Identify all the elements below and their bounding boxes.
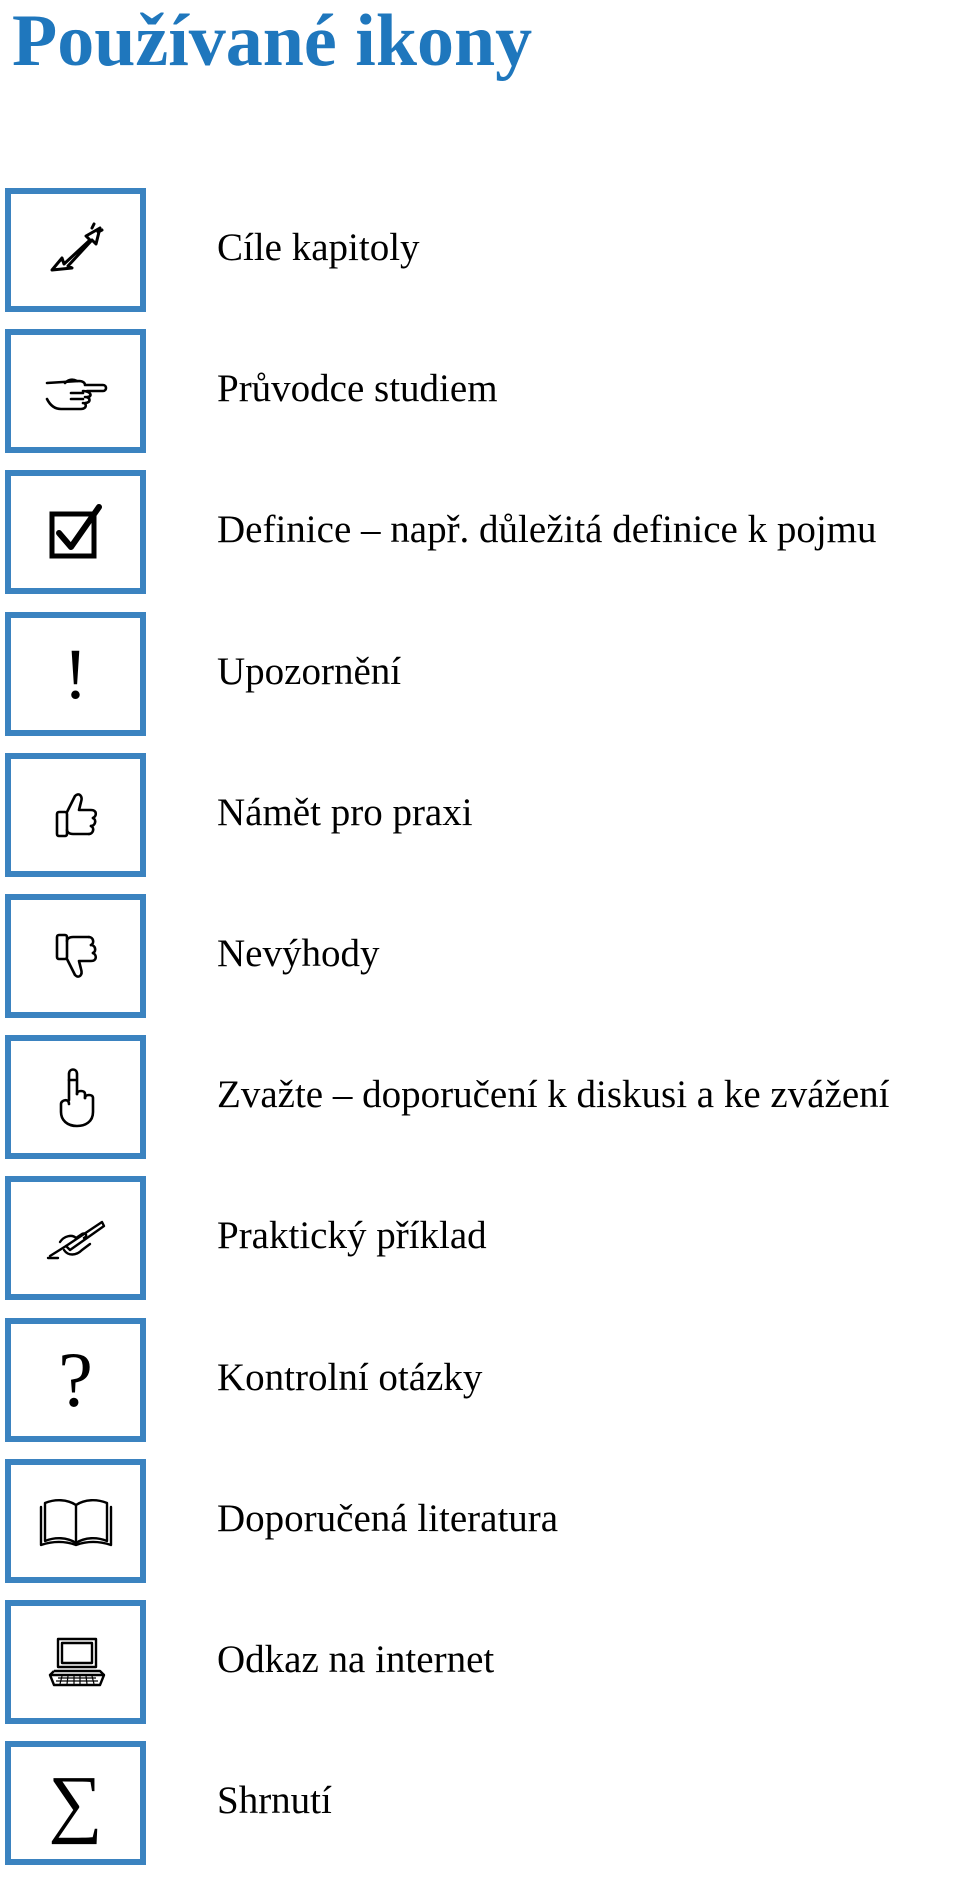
legend-label: Praktický příklad: [217, 1214, 487, 1258]
writing-hand-icon: [46, 1216, 106, 1260]
legend-label: Nevýhody: [217, 931, 380, 975]
page-title: Používané ikony: [12, 0, 533, 82]
icon-box: [5, 894, 146, 1018]
sigma-icon: ∑: [48, 1761, 103, 1846]
exclamation-icon: !: [63, 633, 88, 714]
icon-box: [5, 612, 146, 736]
legend-label: Námět pro praxi: [217, 790, 473, 834]
legend-item: [5, 329, 960, 470]
icon-box: [5, 329, 146, 453]
legend-item: [5, 1459, 960, 1600]
icon-box: [5, 753, 146, 877]
icon-box: [5, 1035, 146, 1159]
icon-legend: [5, 188, 960, 1882]
pointing-hand-icon: [43, 369, 109, 413]
legend-item: [5, 1318, 960, 1459]
raised-finger-icon: [55, 1066, 97, 1128]
legend-item: [5, 1741, 960, 1882]
legend-label: Kontrolní otázky: [217, 1355, 483, 1399]
legend-item: [5, 1176, 960, 1317]
icon-box: [5, 1459, 146, 1583]
thumbs-down-icon: [53, 931, 99, 981]
checkbox-checked-icon: [47, 503, 105, 561]
legend-label: Definice – např. důležitá definice k pojmu: [217, 508, 877, 552]
open-book-icon: [39, 1495, 113, 1547]
target-arrow-icon: [44, 218, 108, 282]
legend-item: [5, 894, 960, 1035]
legend-label: Zvažte – doporučení k diskusi a ke zvážení: [217, 1073, 890, 1117]
legend-label: Doporučená literatura: [217, 1496, 559, 1540]
legend-item: [5, 612, 960, 753]
icon-box: [5, 1600, 146, 1724]
legend-item: [5, 188, 960, 329]
icon-box: [5, 188, 146, 312]
legend-item: [5, 1035, 960, 1176]
legend-label: Cíle kapitoly: [217, 226, 420, 269]
question-mark-icon: ?: [58, 1335, 93, 1423]
thumbs-up-icon: [53, 790, 99, 840]
icon-box: [5, 1318, 146, 1442]
icon-box: [5, 470, 146, 594]
legend-label: Odkaz na internet: [217, 1637, 495, 1681]
legend-item: [5, 753, 960, 894]
legend-item: [5, 470, 960, 611]
legend-label: Shrnutí: [217, 1779, 332, 1823]
icon-box: [5, 1741, 146, 1865]
legend-label: Průvodce studiem: [217, 367, 498, 411]
legend-item: [5, 1600, 960, 1741]
computer-icon: [46, 1635, 106, 1689]
legend-label: Upozornění: [217, 649, 402, 693]
icon-box: [5, 1176, 146, 1300]
